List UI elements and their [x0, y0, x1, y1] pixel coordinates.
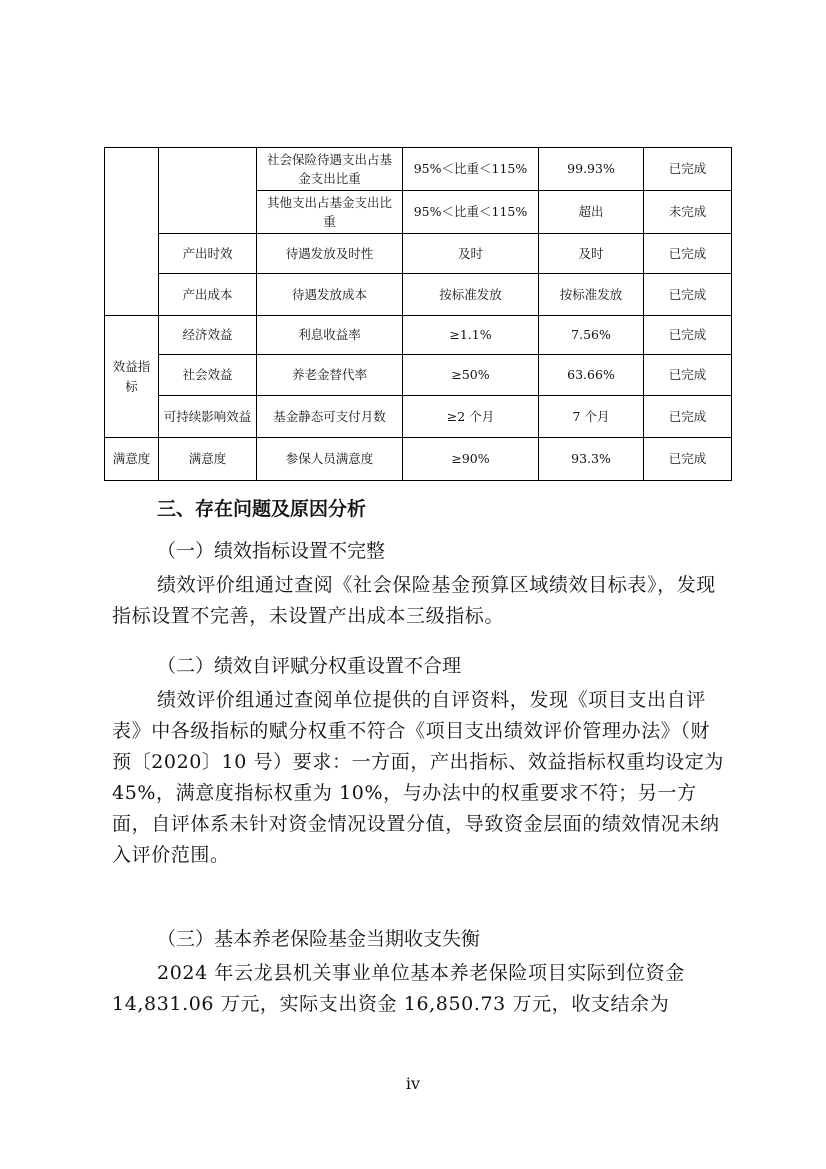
target-value-cell: 95%＜比重＜115% — [403, 148, 539, 191]
status-cell: 已完成 — [644, 355, 732, 396]
status-cell: 已完成 — [644, 234, 732, 274]
primary-indicator-cell: 满意度 — [105, 438, 159, 481]
indicator-name-cell: 利息收益率 — [257, 316, 403, 355]
indicator-name-cell: 待遇发放成本 — [257, 274, 403, 316]
target-value-cell: 及时 — [403, 234, 539, 274]
actual-value-cell: 63.66% — [539, 355, 644, 396]
target-value-cell: ≥50% — [403, 355, 539, 396]
status-cell: 已完成 — [644, 316, 732, 355]
actual-value-cell: 按标准发放 — [539, 274, 644, 316]
actual-value-cell: 及时 — [539, 234, 644, 274]
subsection-heading-1: （一）绩效指标设置不完整 — [157, 540, 386, 562]
paragraph-3: 2024 年云龙县机关事业单位基本养老保险项目实际到位资金 14,831.06 万元，实际支出资金 16,850.73 万元，收支结余为 — [112, 962, 685, 1015]
table-row — [105, 438, 732, 481]
table-row — [105, 234, 732, 274]
actual-value-cell: 93.3% — [539, 438, 644, 481]
actual-value-cell: 超出 — [539, 191, 644, 234]
table-row — [105, 355, 732, 396]
status-cell: 未完成 — [644, 191, 732, 234]
target-value-cell: ≥2 个月 — [403, 396, 539, 438]
indicator-name-cell: 基金静态可支付月数 — [257, 396, 403, 438]
table-row — [105, 396, 732, 438]
paragraph-2: 绩效评价组通过查阅单位提供的自评资料，发现《项目支出自评表》中各级指标的赋分权重不符合《项目支出绩效评价管理办法》（财预〔2020〕10 号）要求：一方面，产出指标、效益指标权重均设定为 45%，满意度指标权重为 10%，与办法中的权重要求不符；另一方面，自评体系未针对资金情况设置分值，导致资金层面的绩效情况未纳入评价范围。 — [112, 689, 724, 866]
performance-indicator-table — [104, 147, 732, 481]
indicator-name-cell: 参保人员满意度 — [257, 438, 403, 481]
status-cell: 已完成 — [644, 274, 732, 316]
target-value-cell: 95%＜比重＜115% — [403, 191, 539, 234]
page-number: iv — [405, 1074, 421, 1093]
secondary-indicator-cell: 产出成本 — [159, 274, 257, 316]
section-heading: 三、存在问题及原因分析 — [157, 498, 367, 520]
table-cell-empty — [159, 148, 257, 234]
table-cell-empty — [105, 148, 159, 316]
target-value-cell: ≥1.1% — [403, 316, 539, 355]
secondary-indicator-cell: 社会效益 — [159, 355, 257, 396]
secondary-indicator-cell: 满意度 — [159, 438, 257, 481]
indicator-name-cell: 待遇发放及时性 — [257, 234, 403, 274]
paragraph-1: 绩效评价组通过查阅《社会保险基金预算区域绩效目标表》，发现指标设置不完善，未设置产出成本三级指标。 — [112, 574, 716, 627]
indicator-name-cell: 养老金替代率 — [257, 355, 403, 396]
primary-indicator-cell: 效益指标 — [105, 316, 159, 438]
table-row — [105, 148, 732, 191]
actual-value-cell: 99.93% — [539, 148, 644, 191]
target-value-cell: 按标准发放 — [403, 274, 539, 316]
indicator-name-cell: 其他支出占基金支出比重 — [257, 191, 403, 234]
secondary-indicator-cell: 可持续影响效益 — [159, 396, 257, 438]
target-value-cell: ≥90% — [403, 438, 539, 481]
table-row — [105, 316, 732, 355]
secondary-indicator-cell: 经济效益 — [159, 316, 257, 355]
status-cell: 已完成 — [644, 148, 732, 191]
secondary-indicator-cell: 产出时效 — [159, 234, 257, 274]
status-cell: 已完成 — [644, 438, 732, 481]
table-row — [105, 274, 732, 316]
actual-value-cell: 7 个月 — [539, 396, 644, 438]
subsection-heading-3: （三）基本养老保险基金当期收支失衡 — [157, 928, 481, 950]
status-cell: 已完成 — [644, 396, 732, 438]
actual-value-cell: 7.56% — [539, 316, 644, 355]
subsection-heading-2: （二）绩效自评赋分权重设置不合理 — [157, 655, 462, 677]
indicator-name-cell: 社会保险待遇支出占基金支出比重 — [257, 148, 403, 191]
